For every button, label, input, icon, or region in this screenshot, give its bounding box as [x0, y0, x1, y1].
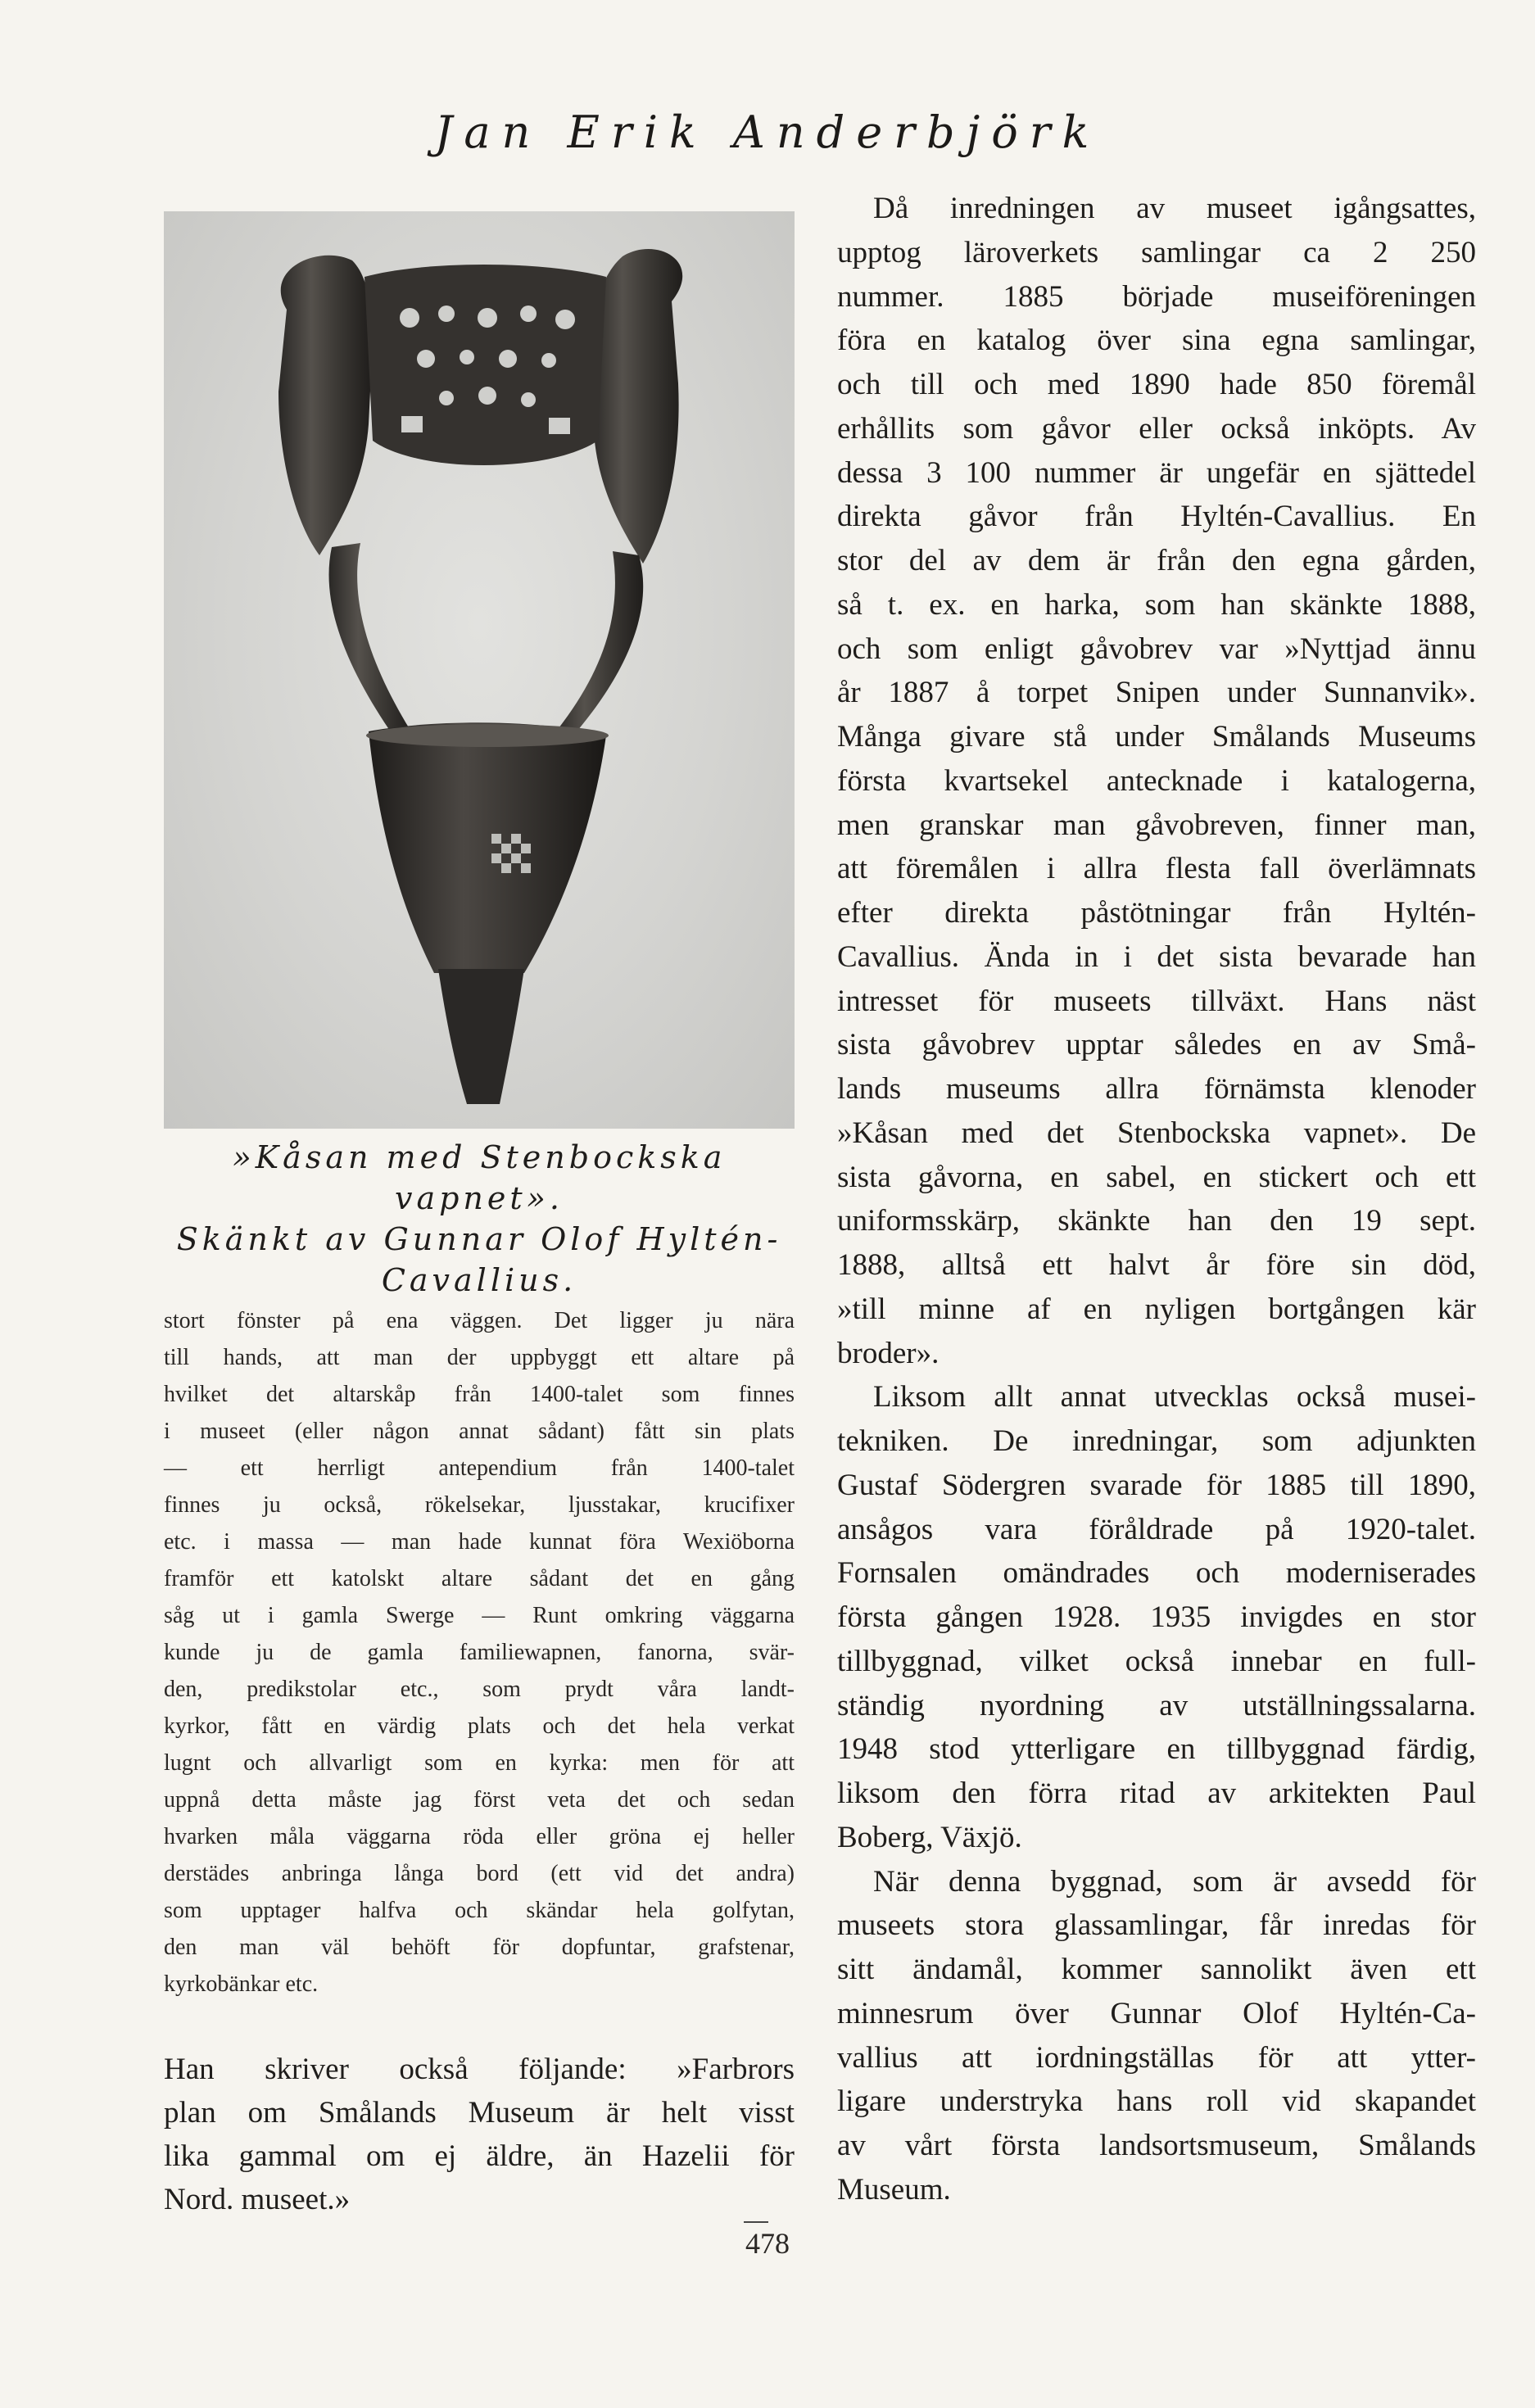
text-line: museets stora glassamlingar, får inredas för	[837, 1908, 1476, 1943]
text-line: lugnt och allvarligt som en kyrka: men för att	[164, 1750, 795, 1776]
text-line: Cavallius. Ända in i det sista bevarade han	[837, 939, 1476, 974]
text-line: som upptager halfva och skändar hela golfytan,	[164, 1898, 795, 1923]
text-line: erhållits som gåvor eller också inköpts. Av	[837, 411, 1476, 446]
text-line: 1948 stod ytterligare en tillbyggnad färdig,	[837, 1732, 1476, 1767]
text-line: Boberg, Växjö.	[837, 1820, 1022, 1854]
page-number-rule	[744, 2221, 768, 2223]
text-line: av vårt första landsortsmuseum, Smålands	[837, 2129, 1476, 2162]
page-number	[0, 2221, 1535, 2261]
text-line: och som enligt gåvobrev var »Nyttjad ännu	[837, 631, 1476, 666]
text-line: minnesrum över Gunnar Olof Hyltén-Ca-	[837, 1996, 1476, 2030]
text-line: upptog läroverkets samlingar ca 2 250	[837, 235, 1476, 269]
text-line: men granskar man gåvobreven, finner man,	[837, 808, 1476, 842]
caption-line: Skänkt av Gunnar Olof Hyltén-	[176, 1221, 782, 1257]
kasa-photograph	[164, 211, 795, 1129]
text-line: Han skriver också följande: »Farbrors	[164, 2053, 795, 2086]
text-line: Många givare stå under Smålands Museums	[837, 720, 1476, 754]
text-line: tekniken. De inredningar, som adjunkten	[837, 1424, 1476, 1458]
left-body-paragraph	[164, 2048, 795, 2221]
text-line: hvilket det altarskåp från 1400-talet som finnes	[164, 1382, 795, 1407]
text-line: Gustaf Södergren svarade för 1885 till 1890,	[837, 1468, 1476, 1502]
text-line: sista gåvobrev upptar således en av Små-	[837, 1028, 1476, 1062]
text-line: derstädes anbringa långa bord (ett vid det andra)	[164, 1861, 795, 1886]
text-line: uppnå detta måste jag först veta det och sedan	[164, 1787, 795, 1813]
text-line: intresset för museets tillväxt. Hans näst	[837, 984, 1476, 1018]
text-line: etc. i massa — man hade kunnat föra Wexiöborna	[164, 1529, 795, 1555]
kasa-drinking-vessel-image	[164, 211, 795, 1129]
text-line: i museet (eller någon annat sådant) fått sin plats	[164, 1419, 795, 1444]
text-line: — ett herrligt antependium från 1400-talet	[164, 1455, 795, 1481]
text-line: vallius att iordningställas för att ytter-	[837, 2040, 1476, 2075]
text-line: kyrkobänkar etc.	[164, 1971, 319, 1997]
text-line: såg ut i gamla Swerge — Runt omkring väggarna	[164, 1603, 795, 1628]
text-line: nummer. 1885 började museiföreningen	[837, 279, 1476, 314]
text-line: föra en katalog över sina egna samlingar,	[837, 324, 1476, 358]
text-line: år 1887 å torpet Snipen under Sunnanvik».	[837, 676, 1476, 710]
text-line: lands museums allra förnämsta klenoder	[837, 1072, 1476, 1106]
text-line: första gången 1928. 1935 invigdes en stor	[837, 1600, 1476, 1634]
text-line: »till minne af en nyligen bortgången kär	[837, 1292, 1476, 1326]
page-number-text: 478	[745, 2227, 790, 2260]
text-line: framför ett katolskt altare sådant det en gång	[164, 1566, 795, 1591]
text-line: Nord. museet.»	[164, 2183, 351, 2216]
running-head: Jan Erik Anderbjörk	[434, 106, 1101, 158]
text-line: och till och med 1890 hade 850 föremål	[837, 368, 1476, 401]
text-line: ansågos vara föråldrade på 1920-talet.	[837, 1512, 1476, 1546]
text-line: ständig nyordning av utställningssalarna.	[837, 1688, 1476, 1722]
photo-caption	[164, 1137, 795, 1301]
text-line: broder».	[837, 1336, 940, 1370]
text-line: den, predikstolar etc., som prydt våra landt-	[164, 1677, 795, 1702]
caption-line: Cavallius.	[381, 1262, 577, 1298]
text-line: Fornsalen omändrades och moderniserades	[837, 1556, 1476, 1591]
text-line: till hands, att man der uppbyggt ett altare på	[164, 1345, 795, 1370]
text-line: 1888, alltså ett halvt år före sin död,	[837, 1248, 1476, 1282]
text-line: sitt ändamål, kommer sannolikt även ett	[837, 1953, 1476, 1986]
text-line: plan om Smålands Museum är helt visst	[164, 2096, 795, 2130]
text-line: Då inredningen av museet igångsattes,	[873, 192, 1476, 225]
text-line: Liksom allt annat utvecklas också musei-	[873, 1380, 1476, 1414]
text-line: Museum.	[837, 2172, 951, 2207]
text-line: liksom den förra ritad av arkitekten Paul	[837, 1777, 1476, 1810]
text-line: så t. ex. en harka, som han skänkte 1888,	[837, 587, 1476, 622]
text-line: ligare understryka hans roll vid skapandet	[837, 2084, 1476, 2119]
text-line: stort fönster på ena väggen. Det ligger ju nära	[164, 1308, 795, 1333]
text-line: uniformsskärp, skänkte han den 19 sept.	[837, 1204, 1476, 1238]
text-line: tillbyggnad, vilket också innebar en full-	[837, 1644, 1476, 1678]
right-column-text	[837, 187, 1476, 2212]
text-line: första kvartsekel antecknade i katalogerna,	[837, 763, 1476, 798]
text-line: dessa 3 100 nummer är ungefär en sjättedel	[837, 455, 1476, 490]
text-line: efter direkta påstötningar från Hyltén-	[837, 896, 1476, 930]
quoted-letter-excerpt	[164, 1302, 795, 2003]
text-line: att föremålen i allra flesta fall överlämnats	[837, 852, 1476, 886]
text-line: »Kåsan med det Stenbockska vapnet». De	[837, 1116, 1476, 1150]
text-line: sista gåvorna, en sabel, en stickert och ett	[837, 1160, 1476, 1194]
caption-line: »Kåsan med Stenbockska vapnet».	[232, 1139, 727, 1216]
text-line: När denna byggnad, som är avsedd för	[873, 1864, 1476, 1899]
text-line: lika gammal om ej äldre, än Hazelii för	[164, 2139, 795, 2173]
text-line: kunde ju de gamla familiewapnen, fanorna, svär-	[164, 1640, 795, 1665]
text-line: den man väl behöft för dopfuntar, grafstenar,	[164, 1935, 795, 1960]
text-line: kyrkor, fått en värdig plats och det hela verkat	[164, 1713, 795, 1739]
text-line: finnes ju också, rökelsekar, ljusstakar, krucifixer	[164, 1492, 795, 1518]
text-line: stor del av dem är från den egna gården,	[837, 544, 1476, 577]
text-line: hvarken måla väggarna röda eller gröna ej heller	[164, 1824, 795, 1849]
text-line: direkta gåvor från Hyltén-Cavallius. En	[837, 500, 1476, 534]
